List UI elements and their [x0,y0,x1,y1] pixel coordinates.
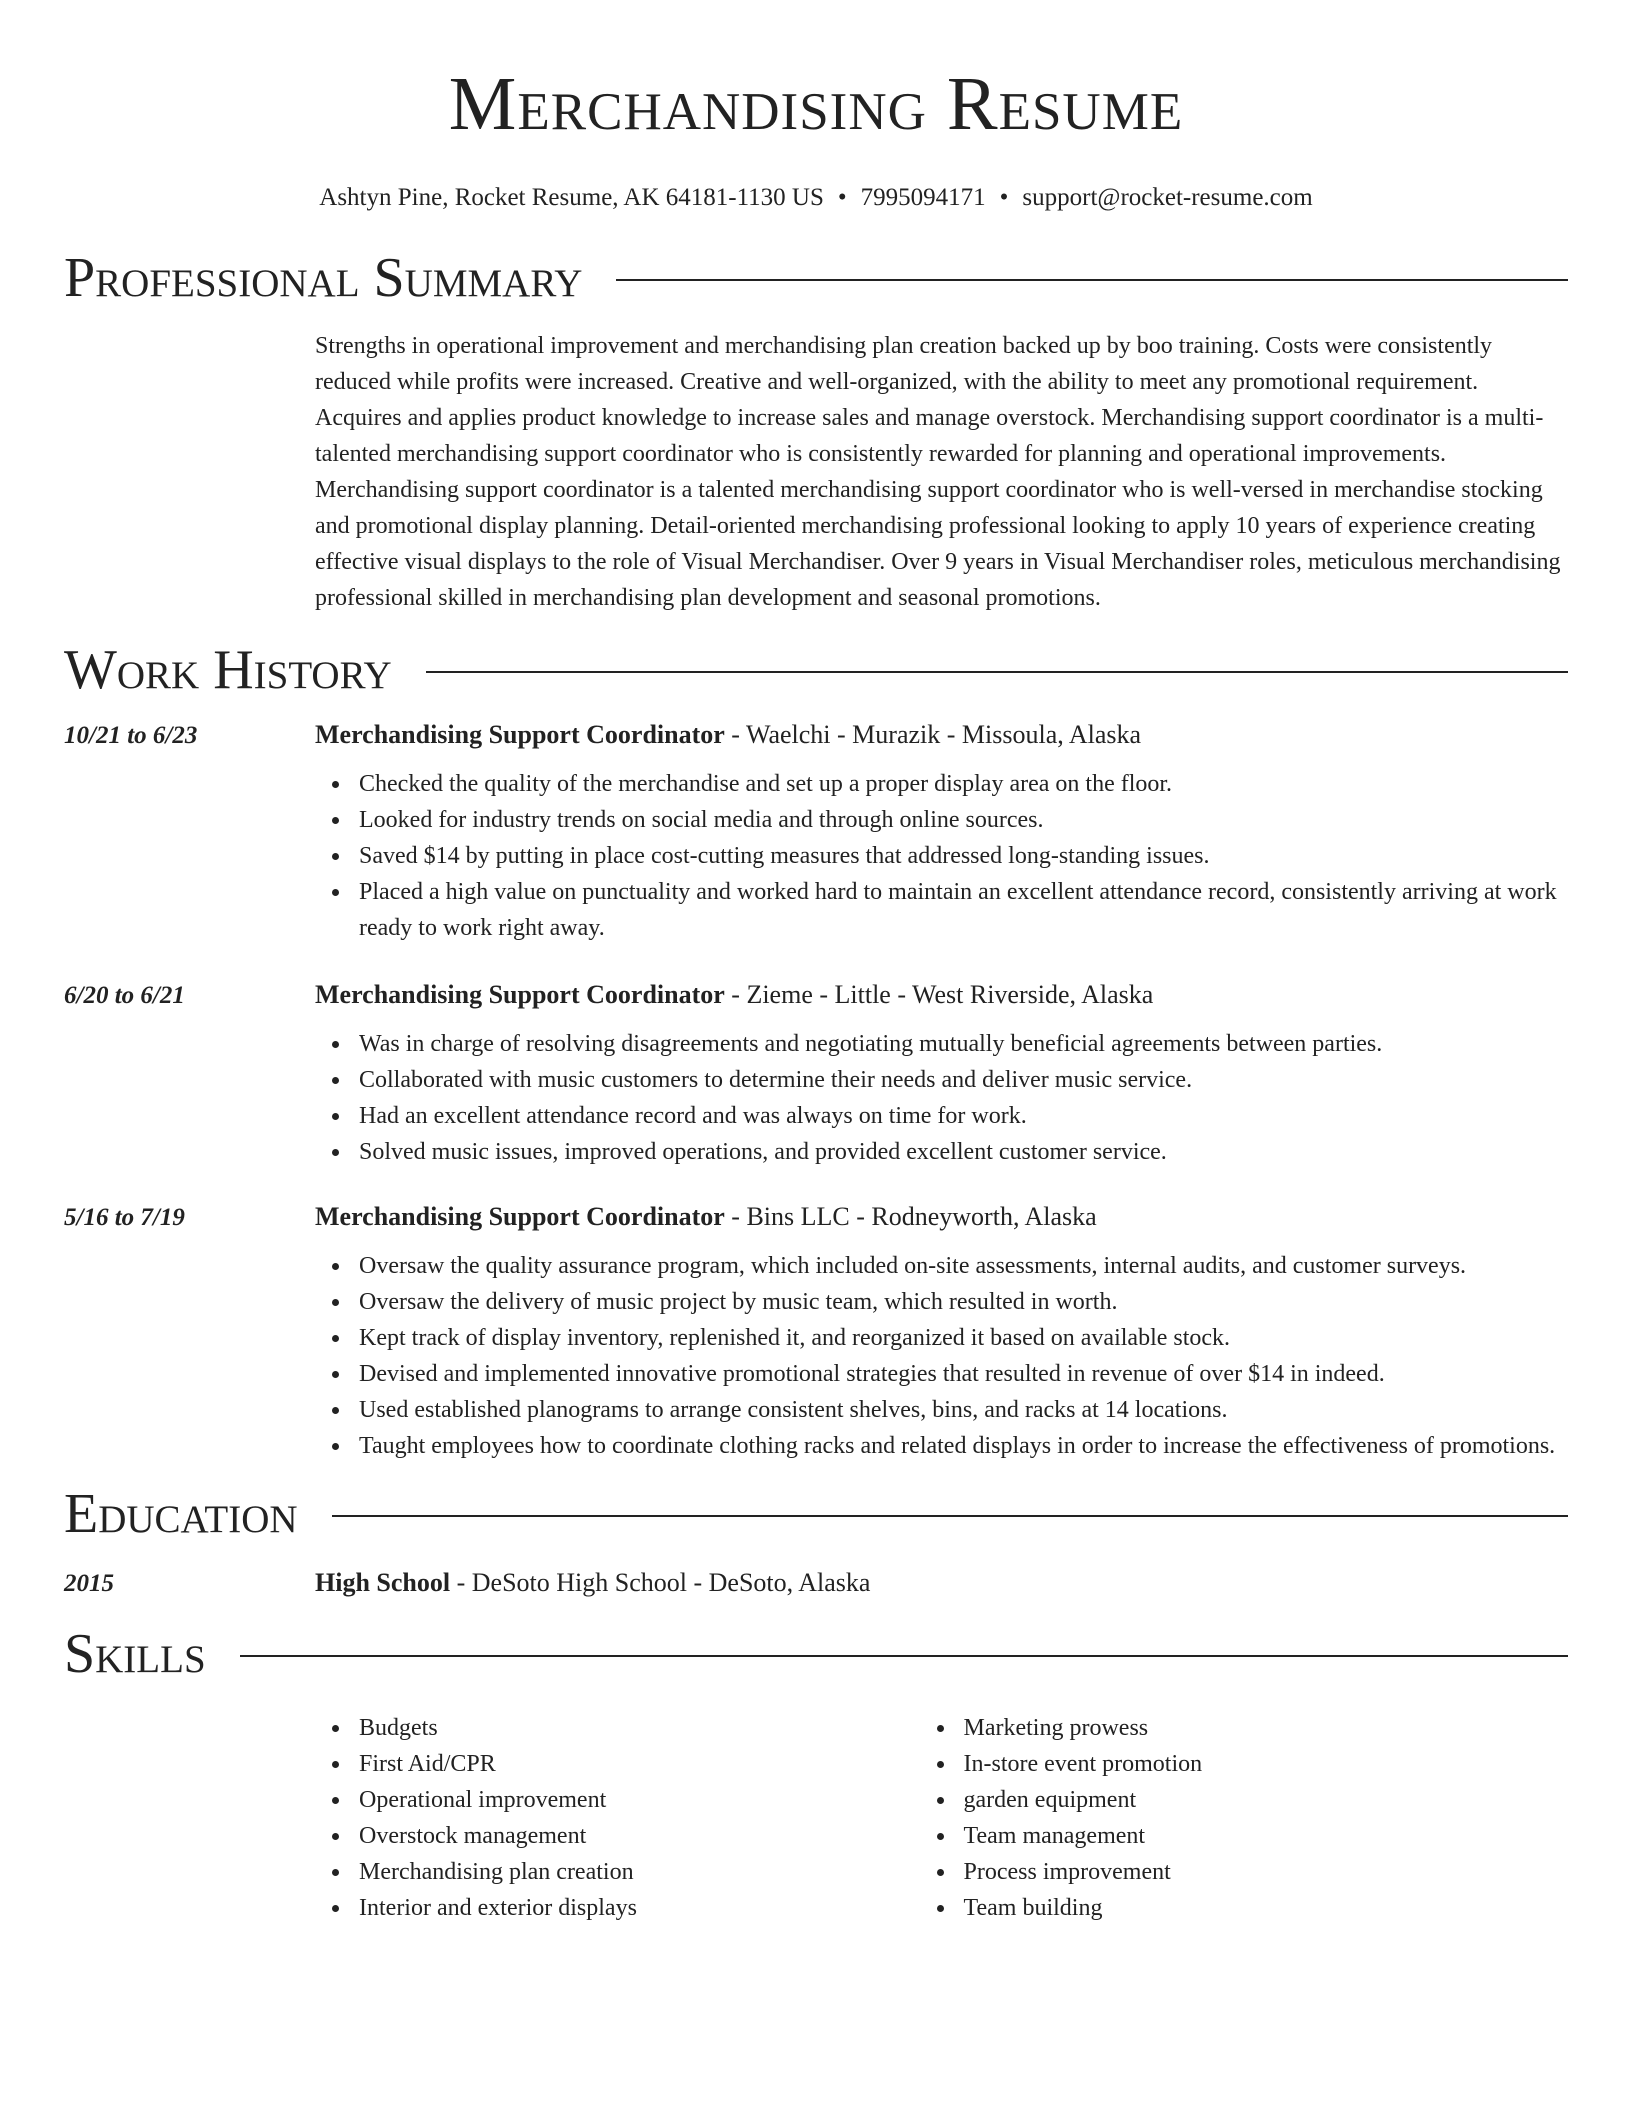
section-heading-skills [64,1622,1568,1686]
list-item: Oversaw the quality assurance program, which included on-site assessments, internal audits, and customer surveys. [359,1248,1568,1284]
skill-item: Merchandising plan creation [359,1854,964,1890]
section-heading-work [64,638,1568,702]
list-item: Checked the quality of the merchandise and set up a proper display area on the floor. [359,766,1568,802]
list-item: Placed a high value on punctuality and worked hard to maintain an excellent attendance record, consistently arriving at work ready to work right away. [359,874,1568,946]
work-bullets [359,766,1568,946]
list-item: Was in charge of resolving disagreements and negotiating mutually beneficial agreements between parties. [359,1026,1568,1062]
list-item: Saved $14 by putting in place cost-cutting measures that addressed long-standing issues. [359,838,1568,874]
skill-item: Overstock management [359,1818,964,1854]
education-degree: High School [315,1568,451,1597]
section-title-skills: Skills [64,1623,206,1685]
contact-address: Ashtyn Pine, Rocket Resume, AK 64181-1130 US [319,184,824,211]
list-item: Devised and implemented innovative promotional strategies that resulted in revenue of over $14 in indeed. [359,1356,1568,1392]
section-title-education: Education [64,1483,298,1545]
job-details: - Waelchi - Murazik - Missoula, Alaska [724,720,1142,749]
section-divider [616,279,1568,281]
skill-item: First Aid/CPR [359,1746,964,1782]
work-bullets [359,1248,1568,1464]
education-details: - DeSoto High School - DeSoto, Alaska [450,1568,871,1597]
skill-item: Team building [964,1890,1569,1926]
section-heading-summary [64,246,1568,310]
contact-separator: • [837,184,847,211]
work-dates: 10/21 to 6/23 [64,722,198,749]
work-entry-header [64,1202,1568,1232]
job-title: Merchandising Support Coordinator [315,720,725,749]
skills-list [359,1710,1568,1926]
skill-item: Marketing prowess [964,1710,1569,1746]
contact-separator: • [999,184,1009,211]
work-entry-header [64,720,1568,750]
work-heading [315,980,1153,1010]
job-details: - Zieme - Little - West Riverside, Alaska [724,980,1154,1009]
list-item: Taught employees how to coordinate clothing racks and related displays in order to increase the effectiveness of promotions. [359,1428,1568,1464]
work-entry [64,720,1568,946]
list-item: Oversaw the delivery of music project by music team, which resulted in worth. [359,1284,1568,1320]
list-item: Used established planograms to arrange consistent shelves, bins, and racks at 14 locations. [359,1392,1568,1428]
list-item: Solved music issues, improved operations, and provided excellent customer service. [359,1134,1568,1170]
section-title-work: Work History [64,639,392,701]
work-heading [315,720,1141,750]
list-item: Collaborated with music customers to determine their needs and deliver music service. [359,1062,1568,1098]
resume-title: Merchandising Resume [448,62,1184,146]
skill-item: Operational improvement [359,1782,964,1818]
education-year: 2015 [64,1570,114,1597]
job-title: Merchandising Support Coordinator [315,1202,725,1231]
education-entry [64,1568,1568,1598]
summary-text: Strengths in operational improvement and merchandising plan creation backed up by boo training. Costs were consistently reduced while profits were increased. Creative and well-organized, with the ability to meet any promotional requirement. Acquires and applies product knowledge to increase sales and manage overstock. Merchandising support coordinator is a multi-talented merchandising support coordinator who is consistently rewarded for planning and operational improvements. Merchandising support coordinator is a talented merchandising support coordinator who is well-versed in merchandise stocking and promotional display planning. Detail-oriented merchandising professional looking to apply 10 years of experience creating effective visual displays to the role of Visual Merchandiser. Over 9 years in Visual Merchandiser roles, meticulous merchandising professional skilled in merchandising plan development and seasonal promotions. [315,333,1561,611]
skill-item: Process improvement [964,1854,1569,1890]
work-entry-header [64,980,1568,1010]
work-heading [315,1202,1097,1232]
contact-line [64,182,1568,214]
skill-item: Team management [964,1818,1569,1854]
work-dates: 5/16 to 7/19 [64,1204,185,1231]
section-divider [332,1515,1568,1517]
list-item: Had an excellent attendance record and was always on time for work. [359,1098,1568,1134]
skill-item: Budgets [359,1710,964,1746]
education-heading [315,1568,870,1598]
section-heading-education [64,1482,1568,1546]
work-dates: 6/20 to 6/21 [64,982,185,1009]
work-entry [64,980,1568,1170]
work-entry [64,1202,1568,1464]
job-title: Merchandising Support Coordinator [315,980,725,1009]
skill-item: In-store event promotion [964,1746,1569,1782]
list-item: Kept track of display inventory, replenished it, and reorganized it based on available stock. [359,1320,1568,1356]
list-item: Looked for industry trends on social media and through online sources. [359,802,1568,838]
job-details: - Bins LLC - Rodneyworth, Alaska [724,1202,1097,1231]
skill-item: Interior and exterior displays [359,1890,964,1926]
skills-column-left [359,1710,964,1926]
skill-item: garden equipment [964,1782,1569,1818]
contact-phone: 7995094171 [860,184,986,211]
section-title-summary: Professional Summary [64,247,583,309]
skills-column-right [964,1710,1569,1926]
section-divider [240,1655,1568,1657]
work-bullets [359,1026,1568,1170]
contact-email: support@rocket-resume.com [1022,184,1313,211]
section-divider [426,671,1568,673]
